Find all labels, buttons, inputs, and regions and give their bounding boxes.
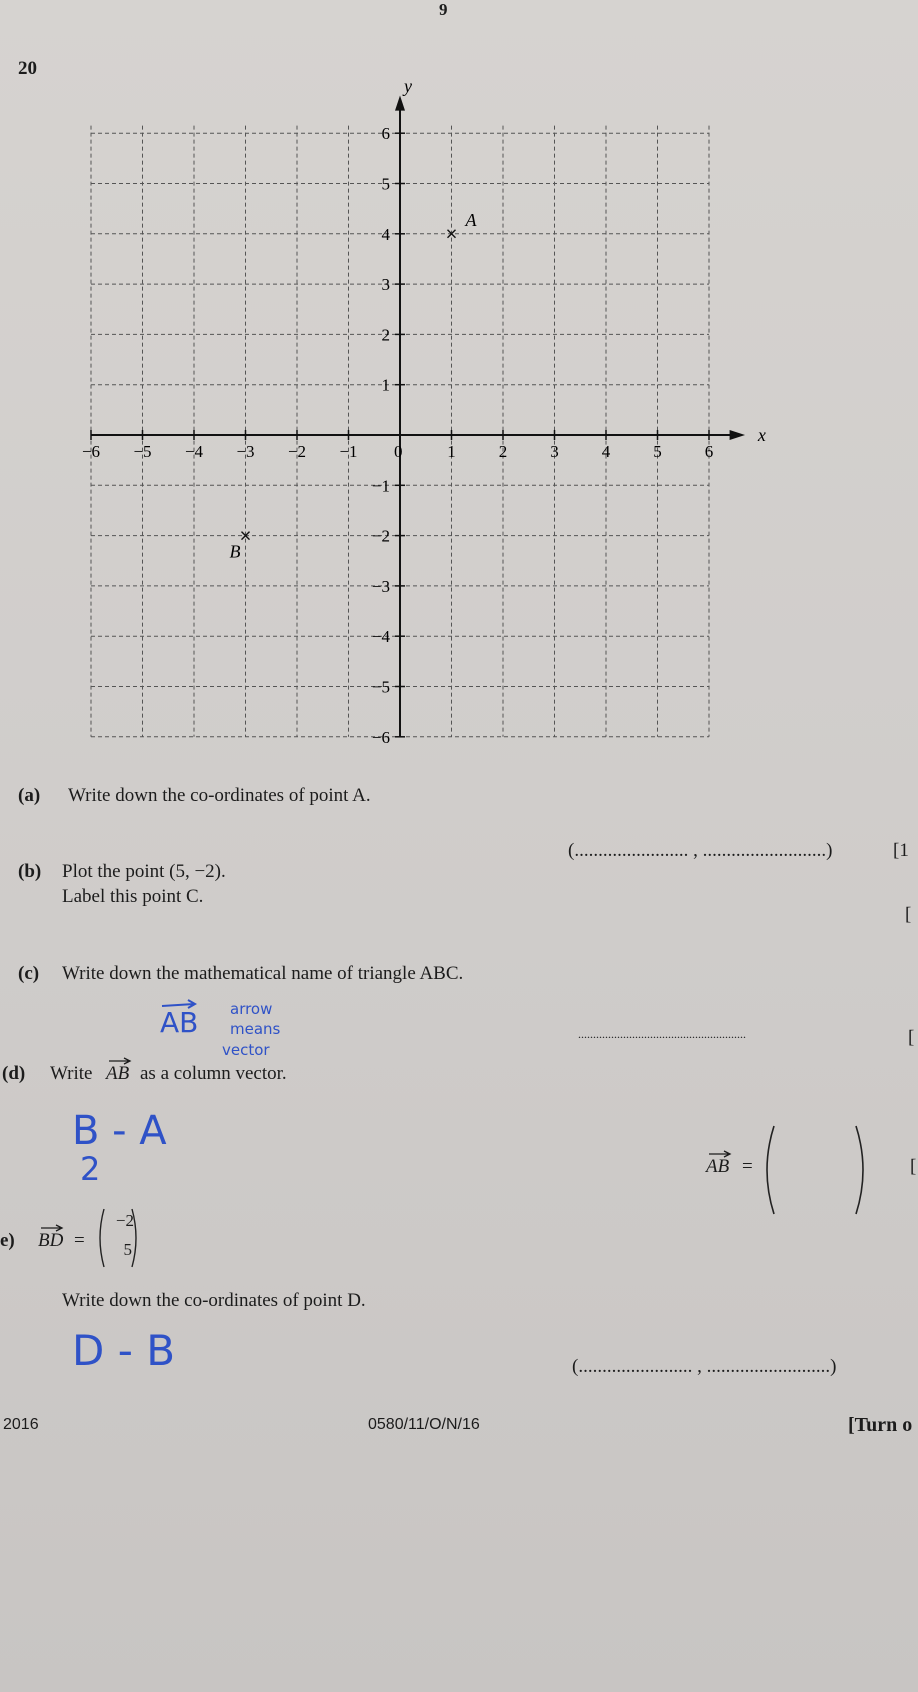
footer-code: 0580/11/O/N/16 xyxy=(368,1416,480,1433)
page-number: 9 xyxy=(439,0,448,19)
footer-year: 2016 xyxy=(3,1416,39,1433)
part-e-vector-text: BD xyxy=(38,1230,64,1251)
part-c-label: (c) xyxy=(18,963,40,984)
part-e-column-bottom: 5 xyxy=(123,1240,132,1259)
x-tick-label: −3 xyxy=(236,442,255,461)
part-e-text: Write down the co-ordinates of point D. xyxy=(62,1290,366,1311)
part-e-vector xyxy=(38,1230,63,1252)
part-a-marks: [1 xyxy=(893,840,909,861)
y-tick-label: −6 xyxy=(371,727,390,747)
part-d-vector xyxy=(106,1063,129,1085)
x-axis-arrow-icon xyxy=(730,430,745,440)
part-d-answer-vector xyxy=(706,1156,729,1178)
y-tick-label: −2 xyxy=(371,526,390,546)
part-d-answer-vector-text: AB xyxy=(706,1156,730,1177)
x-tick-label: 3 xyxy=(550,442,559,461)
part-a-label: (a) xyxy=(18,785,41,806)
point-label-a: A xyxy=(465,209,477,230)
part-a-answer-line[interactable]: (........................ , ..........................) xyxy=(568,840,833,861)
part-d-marks: [ xyxy=(910,1156,917,1177)
y-tick-label: 4 xyxy=(381,224,390,244)
handwritten-arrow xyxy=(160,998,198,1010)
handwritten-d-minus-b: D - B xyxy=(72,1326,176,1375)
footer-turn-over: [Turn o xyxy=(848,1414,913,1436)
point-label-b: B xyxy=(229,541,241,562)
part-d-vector-text: AB xyxy=(106,1063,130,1084)
part-d-text-prefix: Write xyxy=(50,1063,93,1084)
part-e-equals: = xyxy=(74,1230,85,1251)
part-c-text: Write down the mathematical name of triangle ABC. xyxy=(62,963,464,984)
part-b-marks: [ xyxy=(905,904,912,925)
origin-label: 0 xyxy=(394,442,403,461)
y-tick-label: 2 xyxy=(381,325,390,345)
y-axis-label: y xyxy=(404,75,412,96)
x-tick-label: 5 xyxy=(653,442,662,461)
x-axis-label: x xyxy=(757,425,766,445)
part-e-label: e) xyxy=(0,1230,15,1251)
y-tick-label: −3 xyxy=(371,576,390,596)
x-tick-label: 2 xyxy=(498,442,508,461)
question-number: 20 xyxy=(18,58,37,79)
handwritten-vector-note: vector xyxy=(222,1041,270,1059)
x-tick-label: 4 xyxy=(601,442,611,461)
part-a-text: Write down the co-ordinates of point A. xyxy=(68,785,371,806)
part-b-text2: Label this point C. xyxy=(62,886,204,907)
part-d-label: (d) xyxy=(2,1063,26,1084)
coordinate-grid xyxy=(0,0,918,760)
handwritten-arrow-note: arrow xyxy=(230,1000,273,1018)
y-tick-label: 1 xyxy=(381,375,390,395)
y-tick-label: 6 xyxy=(381,124,390,144)
y-tick-label: 5 xyxy=(381,174,390,194)
y-tick-label: −5 xyxy=(371,677,390,697)
x-tick-label: −4 xyxy=(184,442,204,461)
y-axis-arrow-icon xyxy=(395,95,405,110)
vector-arrow-icon xyxy=(108,1057,132,1065)
handwritten-b-minus-a: B - A xyxy=(72,1108,167,1154)
x-tick-label: 6 xyxy=(704,442,714,461)
vector-arrow-icon xyxy=(40,1224,64,1232)
y-tick-label: 3 xyxy=(381,275,390,295)
x-tick-label: 1 xyxy=(447,442,456,461)
handwritten-ab: AB xyxy=(160,1006,199,1039)
x-tick-label: −5 xyxy=(133,442,152,461)
x-tick-label: −2 xyxy=(287,442,307,461)
part-e-answer-line[interactable]: (........................ , ..........................) xyxy=(572,1356,837,1377)
part-b-label: (b) xyxy=(18,861,42,882)
x-tick-label: −1 xyxy=(339,442,358,461)
y-tick-label: −4 xyxy=(371,627,390,647)
vector-arrow-icon xyxy=(708,1150,732,1158)
part-b-text: Plot the point (5, −2). xyxy=(62,861,226,882)
x-tick-label: −6 xyxy=(81,442,101,461)
part-c-answer-line[interactable]: ........................................................ xyxy=(578,1027,746,1041)
part-e-column-top: −2 xyxy=(115,1211,134,1230)
part-d-equals: = xyxy=(742,1156,753,1177)
handwritten-means-note: means xyxy=(230,1020,281,1038)
part-d-text-suffix: as a column vector. xyxy=(140,1063,287,1084)
handwritten-two: 2 xyxy=(80,1150,101,1188)
column-vector-answer-box[interactable] xyxy=(760,1120,870,1220)
y-tick-label: −1 xyxy=(371,476,390,496)
part-c-marks: [ xyxy=(908,1027,915,1048)
